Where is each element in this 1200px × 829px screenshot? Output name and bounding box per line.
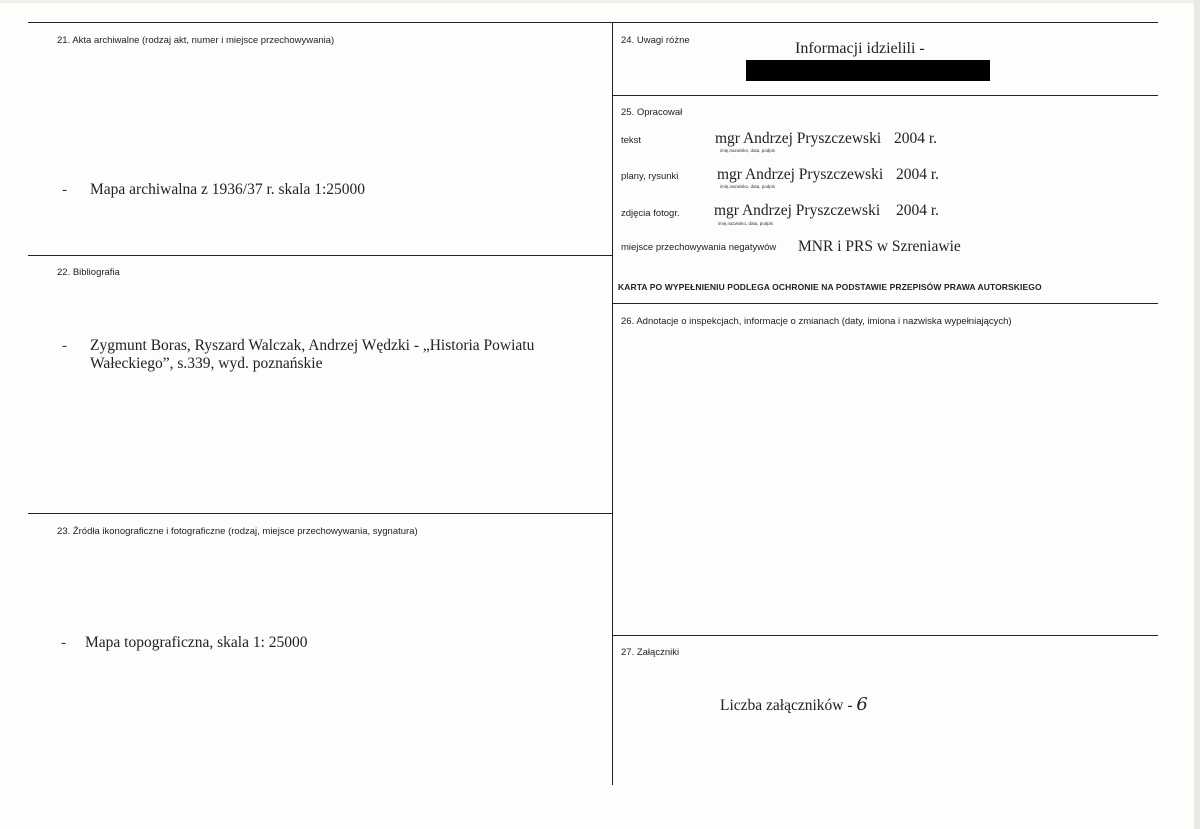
- section-24-label: 24. Uwagi różne: [621, 35, 690, 46]
- negatives-value: MNR i PRS w Szreniawie: [798, 238, 961, 255]
- copyright-note: KARTA PO WYPEŁNIENIU PODLEGA OCHRONIE NA PODSTAWIE PRZEPISÓW PRAWA AUTORSKIEGO: [618, 282, 1042, 292]
- section-22-entry-line2: Wałeckiego”, s.339, wyd. poznańskie: [90, 355, 323, 372]
- row-text-year: 2004 r.: [894, 130, 938, 147]
- section-23-label: 23. Źródła ikonograficzne i fotograficzne (rodzaj, miejsce przechowywania, sygnatura): [57, 526, 418, 537]
- row-plans-field: plany, rysunki: [621, 171, 679, 182]
- section-21-entry: Mapa archiwalna z 1936/37 r. skala 1:25000: [90, 181, 366, 198]
- row-text-hint: imię,nazwisko, data, podpis: [720, 148, 776, 153]
- divider-25-26: [612, 303, 1158, 304]
- row-photos-year: 2004 r.: [896, 202, 940, 219]
- row-text-field: tekst: [621, 135, 642, 146]
- divider-24-25: [612, 95, 1158, 96]
- row-text-name: mgr Andrzej Pryszczewski: [715, 130, 882, 147]
- center-divider: [612, 22, 613, 785]
- list-marker: -: [62, 338, 67, 354]
- divider-26-27: [612, 635, 1158, 636]
- top-border: [28, 22, 1158, 23]
- section-22-entry-line1: Zygmunt Boras, Ryszard Walczak, Andrzej Wędzki - „Historia Powiatu: [90, 337, 535, 354]
- divider-21-22: [28, 255, 612, 256]
- row-plans-name: mgr Andrzej Pryszczewski: [717, 166, 884, 183]
- section-24-entry: Informacji idzielili -: [795, 40, 925, 57]
- row-plans-hint: imię,nazwisko, data, podpis: [720, 184, 776, 189]
- attachments-count-value: 6: [856, 694, 868, 715]
- section-21-label: 21. Akta archiwalne (rodzaj akt, numer i miejsce przechowywania): [57, 35, 335, 46]
- row-plans-year: 2004 r.: [896, 166, 940, 183]
- attachments-count-text: [720, 694, 868, 715]
- section-23-entry: Mapa topograficzna, skala 1: 25000: [85, 634, 308, 651]
- row-photos-name: mgr Andrzej Pryszczewski: [714, 202, 881, 219]
- list-marker: -: [61, 635, 66, 651]
- section-22-label: 22. Bibliografia: [57, 267, 120, 278]
- section-26-label: 26. Adnotacje o inspekcjach, informacje o zmianach (daty, imiona i nazwiska wypełniających): [621, 316, 1012, 327]
- scan-right-edge: [1194, 0, 1200, 829]
- section-25-label: 25. Opracował: [621, 107, 683, 118]
- divider-22-23: [28, 513, 612, 514]
- list-marker: -: [62, 182, 67, 198]
- section-27-label: 27. Załączniki: [621, 647, 680, 658]
- attachments-count-label: Liczba załączników -: [720, 697, 853, 714]
- negatives-label: miejsce przechowywania negatywów: [621, 242, 777, 253]
- row-photos-field: zdjęcia fotogr.: [621, 208, 680, 219]
- row-photos-hint: imię,nazwisko, data, podpis: [718, 221, 774, 226]
- scan-top-edge: [0, 0, 1200, 3]
- redaction-bar: [746, 60, 990, 81]
